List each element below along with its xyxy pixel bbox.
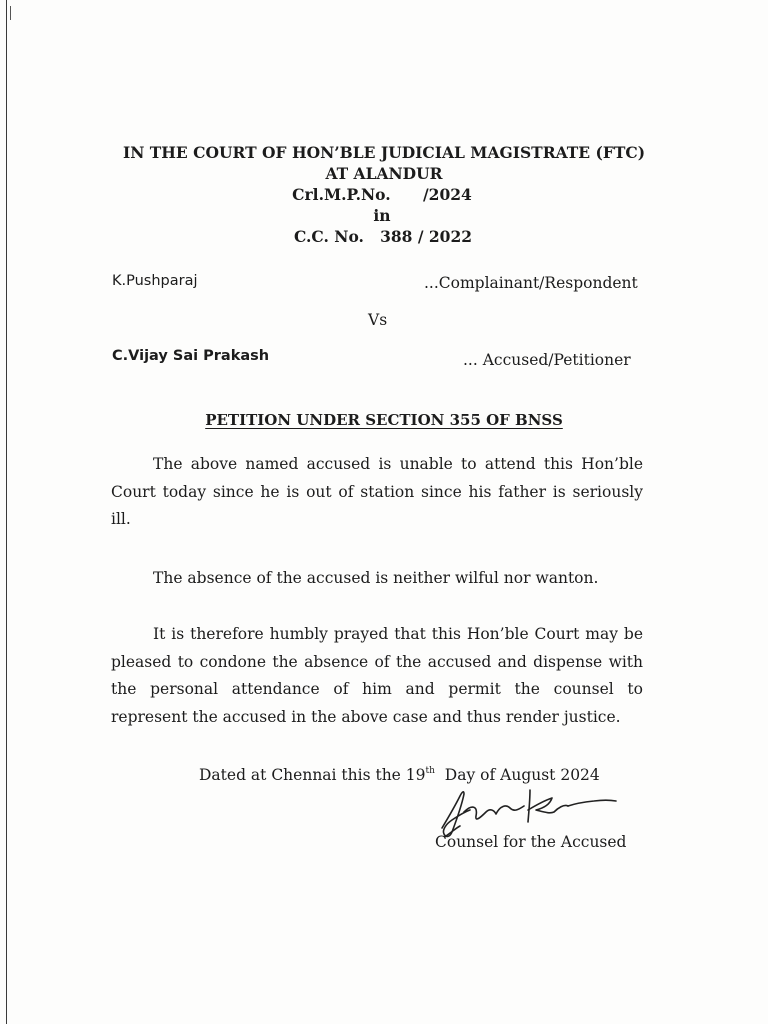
accused-name: C.Vijay Sai Prakash (112, 348, 270, 364)
paragraph-absence-reason: The above named accused is unable to attend this Hon’ble Court today since he is out of station since his father is seriously ill. (111, 455, 643, 528)
crlmp-number: Crl.M.P.No. /2024 (292, 185, 472, 204)
case-heading (0, 142, 768, 247)
cc-number: C.C. No. 388 / 2022 (293, 227, 473, 246)
dated-ordinal-suffix: th (425, 766, 435, 776)
complainant-name: K.Pushparaj (112, 273, 198, 289)
complainant-role: ...Complainant/Respondent (424, 274, 638, 292)
court-name: IN THE COURT OF HON’BLE JUDICIAL MAGISTRATE (FTC) (122, 143, 646, 162)
paragraph-prayer: It is therefore humbly prayed that this Hon’ble Court may be pleased to condone the absence of the accused and dispense with the personal attendance of him and permit the counsel to represent the accused in the above case and thus render justice. (111, 625, 643, 726)
paragraph-not-wilful: The absence of the accused is neither wilful nor wanton. (153, 569, 599, 587)
accused-role: ... Accused/Petitioner (463, 351, 631, 369)
court-place: AT ALANDUR (325, 164, 443, 183)
dated-rest: Day of August 2024 (434, 766, 600, 784)
petition-title: PETITION UNDER SECTION 355 OF BNSS (205, 411, 563, 429)
versus-label: Vs (368, 311, 388, 329)
dated-prefix: Dated at Chennai this the 19 (199, 766, 426, 784)
heading-in: in (373, 206, 391, 225)
page-edge-mark (10, 6, 11, 20)
signatory-label: Counsel for the Accused (435, 833, 627, 851)
